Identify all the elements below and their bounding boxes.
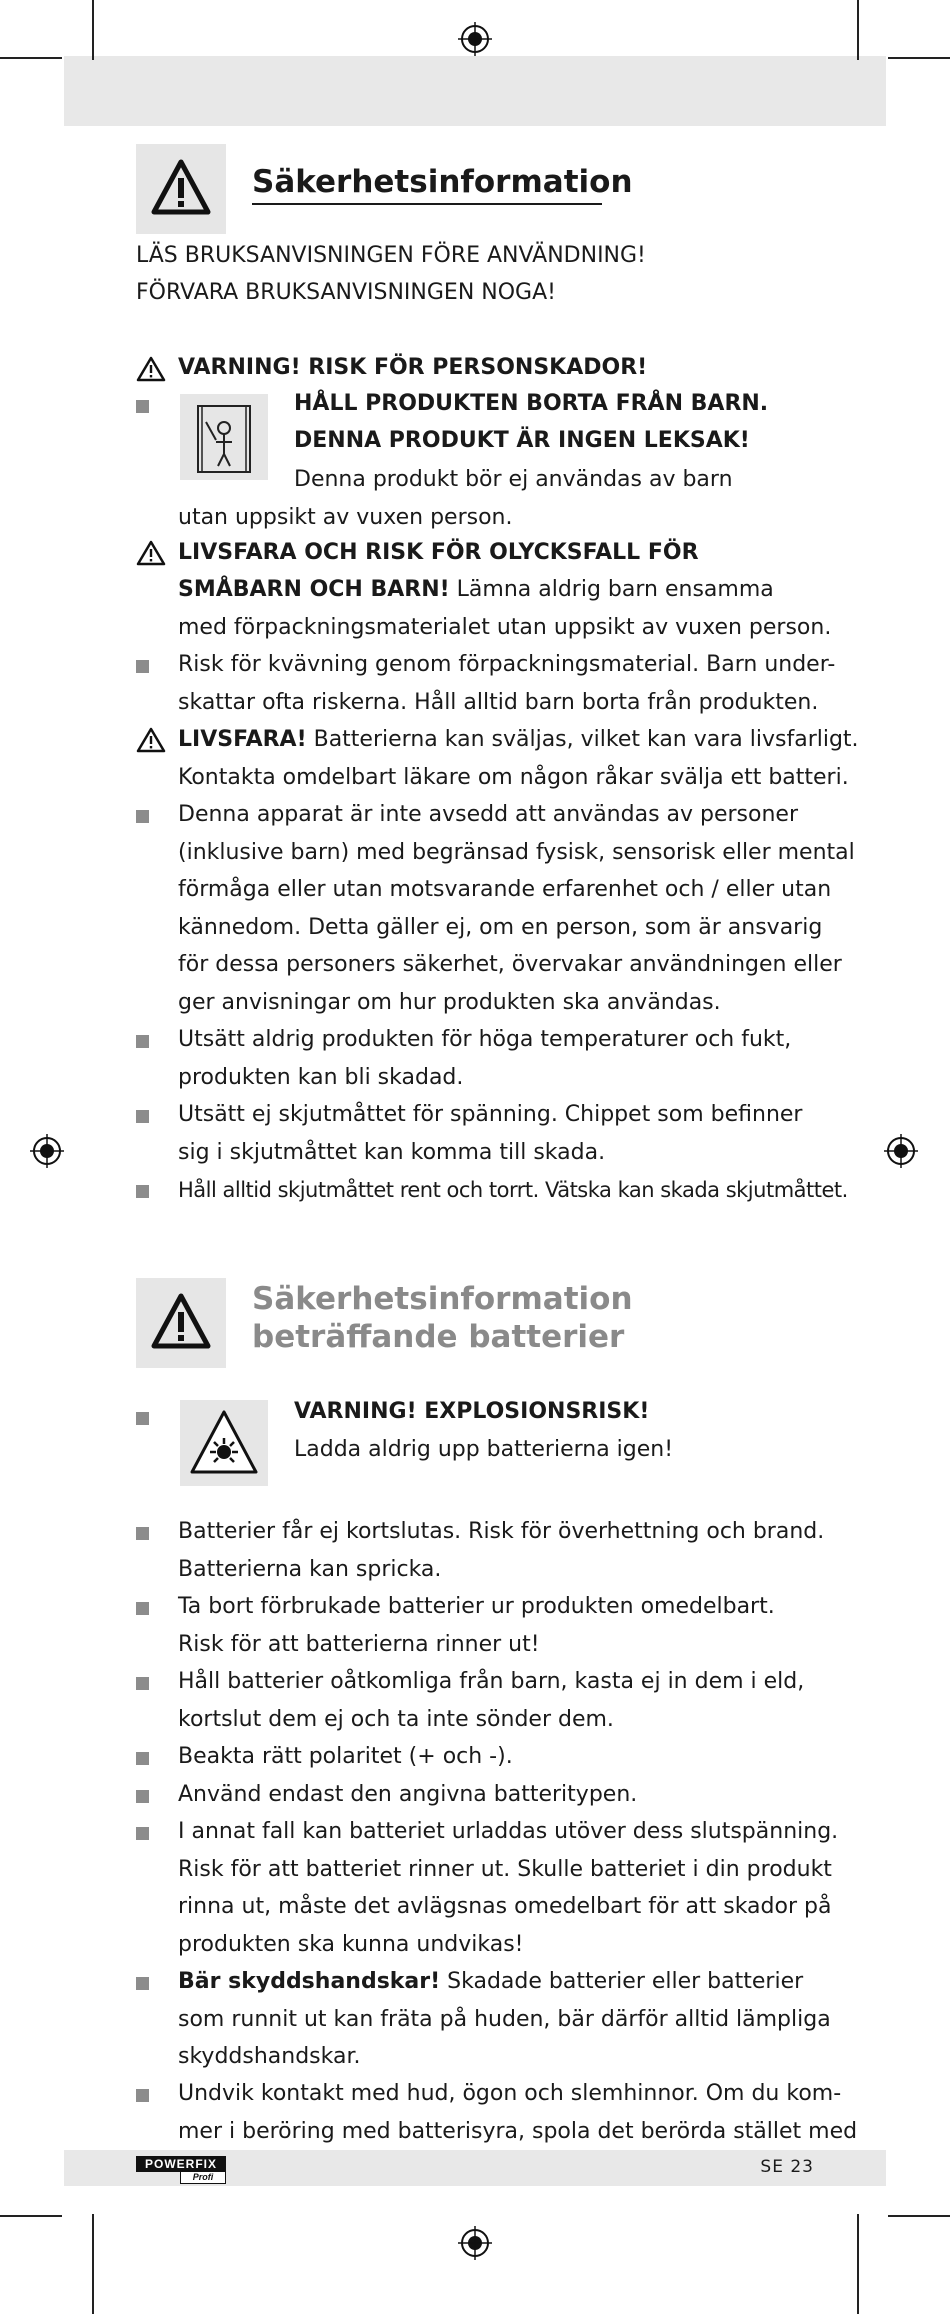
livsfara-battery-line: LIVSFARA! Batterierna kan sväljas, vilket kan vara livsfarligt. (178, 727, 859, 752)
persons-line: kännedom. Detta gäller ej, om en person, som är ansvarig (178, 915, 823, 940)
child-text: utan uppsikt av vuxen person. (178, 505, 513, 530)
gloves-line: som runnit ut kan fräta på huden, bär därför alltid lämpliga (178, 2007, 831, 2032)
child-heading: DENNA PRODUKT ÄR INGEN LEKSAK! (294, 428, 750, 453)
remove-line: Ta bort förbrukade batterier ur produkten omedelbart. (178, 1594, 775, 1619)
voltage-line: Utsätt ej skjutmåttet för spänning. Chippet som befinner (178, 1102, 803, 1127)
intro-line: LÄS BRUKSANVISNINGEN FÖRE ANVÄNDNING! (136, 243, 646, 268)
short-line: Batterierna kan spricka. (178, 1557, 442, 1582)
warning-box (136, 144, 226, 234)
child-with-product-icon (180, 394, 268, 480)
registration-mark-icon (30, 1134, 64, 1168)
keep-line: kortslut dem ej och ta inte sönder dem. (178, 1707, 614, 1732)
child-text: Denna produkt bör ej användas av barn (294, 467, 733, 492)
bullet (136, 1185, 149, 1198)
livsfara-battery-line: Kontakta omdelbart läkare om någon råkar svälja ett batteri. (178, 765, 849, 790)
explosion-heading: VARNING! EXPLOSIONSRISK! (294, 1399, 650, 1424)
type-line: Använd endast den angivna batteritypen. (178, 1782, 638, 1807)
discharge-line: produkten ska kunna undvikas! (178, 1932, 524, 1957)
persons-line: ger anvisningar om hur produkten ska användas. (178, 990, 721, 1015)
bullet (136, 1827, 149, 1840)
explosion-icon (180, 1400, 268, 1486)
discharge-line: I annat fall kan batteriet urladdas utöver dess slutspänning. (178, 1819, 839, 1844)
warning-heading: VARNING! RISK FÖR PERSONSKADOR! (178, 355, 648, 380)
remove-line: Risk för att batterierna rinner ut! (178, 1632, 540, 1657)
warning-triangle-icon (136, 144, 226, 234)
warning-triangle-icon (136, 1278, 226, 1368)
child-heading: HÅLL PRODUKTEN BORTA FRÅN BARN. (294, 391, 769, 416)
section-title-safety: Säkerhetsinformation (252, 163, 633, 201)
warning-triangle-icon (136, 540, 166, 566)
suffocation-line: skattar ofta riskerna. Håll alltid barn borta från produkten. (178, 690, 819, 715)
discharge-line: Risk för att batteriet rinner ut. Skulle batteriet i din produkt (178, 1857, 832, 1882)
bullet (136, 1412, 149, 1425)
bullet (136, 810, 149, 823)
bullet (136, 1527, 149, 1540)
persons-line: förmåga eller utan motsvarande erfarenhet och / eller utan (178, 877, 832, 902)
bullet (136, 1602, 149, 1615)
powerfix-logo: POWERFIX Profi (136, 2156, 228, 2182)
persons-line: Denna apparat är inte avsedd att användas av personer (178, 802, 799, 827)
warning-box (136, 1278, 226, 1368)
page-number: SE 23 (760, 2157, 814, 2177)
clean-line: Håll alltid skjutmåttet rent och torrt. Vätska kan skada skjutmåttet. (178, 1178, 848, 1202)
warning-triangle-icon (136, 727, 166, 753)
contact-line: mer i beröring med batterisyra, spola det berörda stället med (178, 2119, 858, 2144)
polarity-line: Beakta rätt polaritet (+ och -). (178, 1744, 513, 1769)
registration-mark-icon (458, 22, 492, 56)
bullet (136, 660, 149, 673)
livsfara-heading: LIVSFARA OCH RISK FÖR OLYCKSFALL FÖR (178, 540, 699, 565)
suffocation-line: Risk för kvävning genom förpackningsmaterial. Barn under- (178, 652, 836, 677)
child-warning-box (180, 394, 268, 480)
temp-line: produkten kan bli skadad. (178, 1065, 464, 1090)
short-line: Batterier får ej kortslutas. Risk för överhettning och brand. (178, 1519, 825, 1544)
header-band (64, 56, 886, 126)
keep-line: Håll batterier oåtkomliga från barn, kasta ej in dem i eld, (178, 1669, 805, 1694)
bullet (136, 400, 149, 413)
warning-triangle-icon (136, 356, 166, 382)
livsfara-line: SMÅBARN OCH BARN! Lämna aldrig barn ensamma (178, 577, 774, 602)
persons-line: för dessa personers säkerhet, övervakar användningen eller (178, 952, 842, 977)
explosion-warning-box (180, 1400, 268, 1486)
gloves-line: skyddshandskar. (178, 2044, 361, 2069)
explosion-text: Ladda aldrig upp batterierna igen! (294, 1437, 674, 1462)
bullet (136, 1790, 149, 1803)
persons-line: (inklusive barn) med begränsad fysisk, sensorisk eller mental (178, 840, 855, 865)
voltage-line: sig i skjutmåttet kan komma till skada. (178, 1140, 606, 1165)
bullet (136, 1977, 149, 1990)
livsfara-line: med förpackningsmaterialet utan uppsikt av vuxen person. (178, 615, 832, 640)
bullet (136, 1677, 149, 1690)
bullet (136, 1752, 149, 1765)
gloves-line: Bär skyddshandskar! Skadade batterier eller batterier (178, 1969, 804, 1994)
contact-line: Undvik kontakt med hud, ögon och slemhinnor. Om du kom- (178, 2081, 842, 2106)
discharge-line: rinna ut, måste det avlägsnas omedelbart för att skador på (178, 1894, 832, 1919)
section-title-battery: Säkerhetsinformation beträffande batterier (252, 1281, 633, 1355)
intro-line: FÖRVARA BRUKSANVISNINGEN NOGA! (136, 280, 556, 305)
registration-mark-icon (884, 1134, 918, 1168)
temp-line: Utsätt aldrig produkten för höga temperaturer och fukt, (178, 1027, 792, 1052)
bullet (136, 1035, 149, 1048)
bullet (136, 2089, 149, 2102)
registration-mark-icon (458, 2226, 492, 2260)
bullet (136, 1110, 149, 1123)
